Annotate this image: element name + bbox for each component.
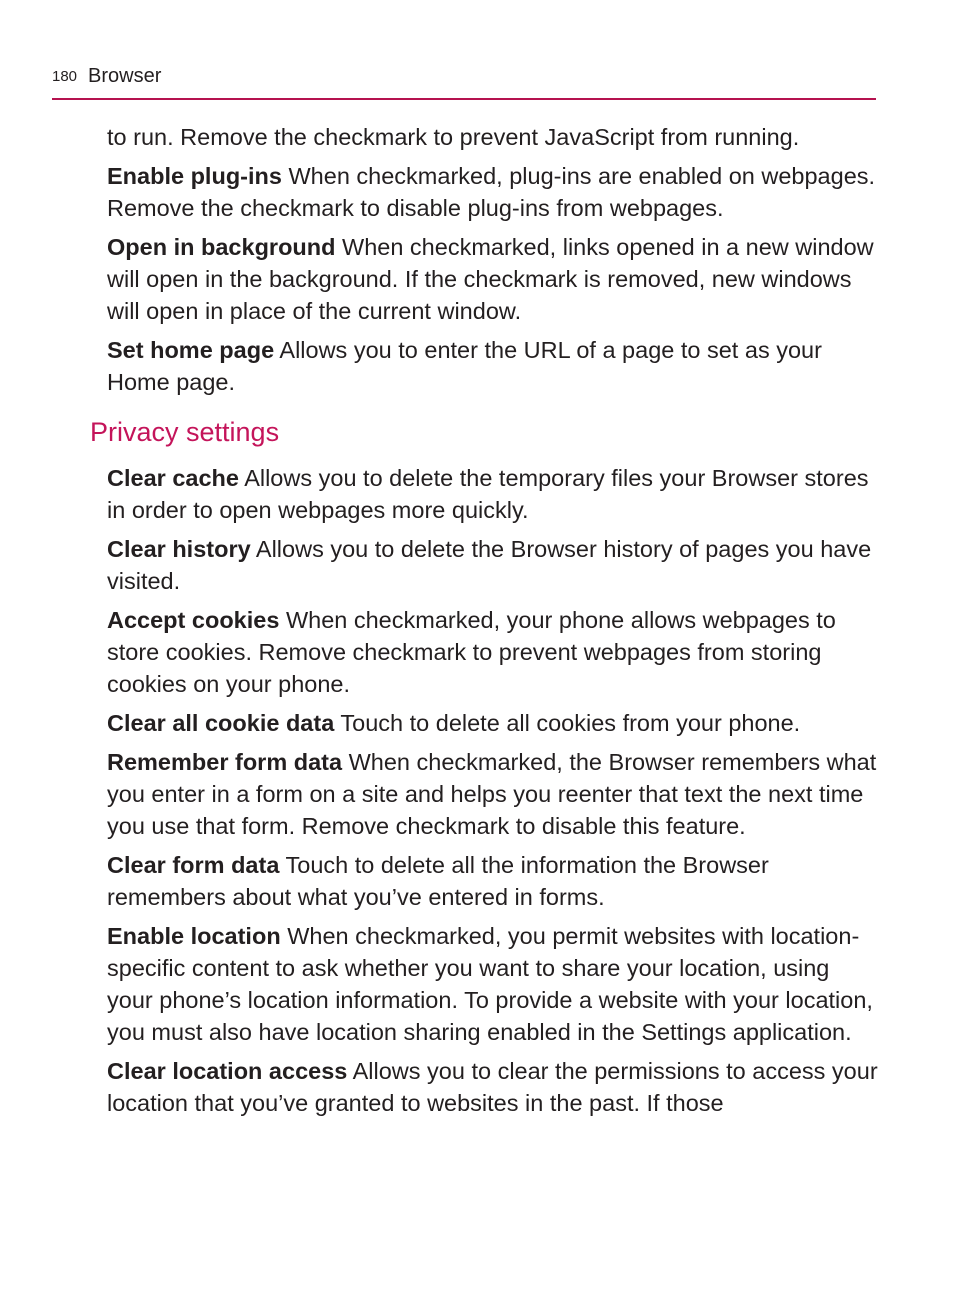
setting-term: Clear all cookie data [107, 710, 335, 736]
setting-term: Clear history [107, 536, 251, 562]
setting-term: Open in background [107, 234, 336, 260]
setting-desc: When checkmarked, the Browser remembers what you enter in a form on a site and helps you reenter that text the next time you use that form. Remove checkmark to disable this feature. [107, 749, 877, 839]
setting-term: Clear location access [107, 1058, 348, 1084]
setting-clear-all-cookie-data [107, 707, 879, 739]
setting-enable-plugins [107, 160, 879, 224]
setting-desc: When checkmarked, you permit websites with location-specific content to ask whether you want to share your location, using your phone’s location information. To provide a website with your location, you must also have location sharing enabled in the Settings application. [107, 923, 873, 1045]
setting-term: Set home page [107, 337, 275, 363]
setting-desc: When checkmarked, your phone allows webpages to store cookies. Remove checkmark to prevent webpages from storing cookies on your phone. [107, 607, 836, 697]
setting-enable-location [107, 920, 879, 1048]
setting-term: Enable location [107, 923, 281, 949]
setting-desc: Allows you to clear the permissions to access your location that you’ve granted to websites in the past. If those [107, 1058, 878, 1116]
setting-clear-form-data [107, 849, 879, 913]
setting-term: Accept cookies [107, 607, 280, 633]
setting-term: Remember form data [107, 749, 343, 775]
setting-open-in-background [107, 231, 879, 327]
section-title: Browser [88, 65, 162, 87]
setting-desc: When checkmarked, links opened in a new window will open in the background. If the checkmark is removed, new windows will open in place of the current window. [107, 234, 874, 324]
setting-desc: Allows you to enter the URL of a page to set as your Home page. [107, 337, 822, 395]
setting-desc: When checkmarked, plug-ins are enabled on webpages. Remove the checkmark to disable plug-ins from webpages. [107, 163, 876, 221]
setting-clear-location-access [107, 1055, 879, 1119]
setting-clear-cache [107, 462, 879, 526]
privacy-settings-heading: Privacy settings [90, 417, 280, 447]
setting-accept-cookies [107, 604, 879, 700]
page-header [52, 64, 876, 100]
page-content [90, 121, 879, 1126]
intro-continuation: to run. Remove the checkmark to prevent JavaScript from running. [107, 124, 800, 150]
page-number: 180 [52, 68, 78, 85]
setting-term: Enable plug-ins [107, 163, 282, 189]
setting-term: Clear cache [107, 465, 239, 491]
setting-clear-history [107, 533, 879, 597]
setting-desc: Allows you to delete the Browser history of pages you have visited. [107, 536, 872, 594]
setting-desc: Touch to delete all the information the Browser remembers about what you’ve entered in forms. [107, 852, 769, 910]
setting-remember-form-data [107, 746, 879, 842]
setting-set-home-page [107, 334, 879, 398]
setting-term: Clear form data [107, 852, 280, 878]
setting-desc: Allows you to delete the temporary files your Browser stores in order to open webpages more quickly. [107, 465, 869, 523]
setting-desc: Touch to delete all cookies from your phone. [340, 710, 801, 736]
